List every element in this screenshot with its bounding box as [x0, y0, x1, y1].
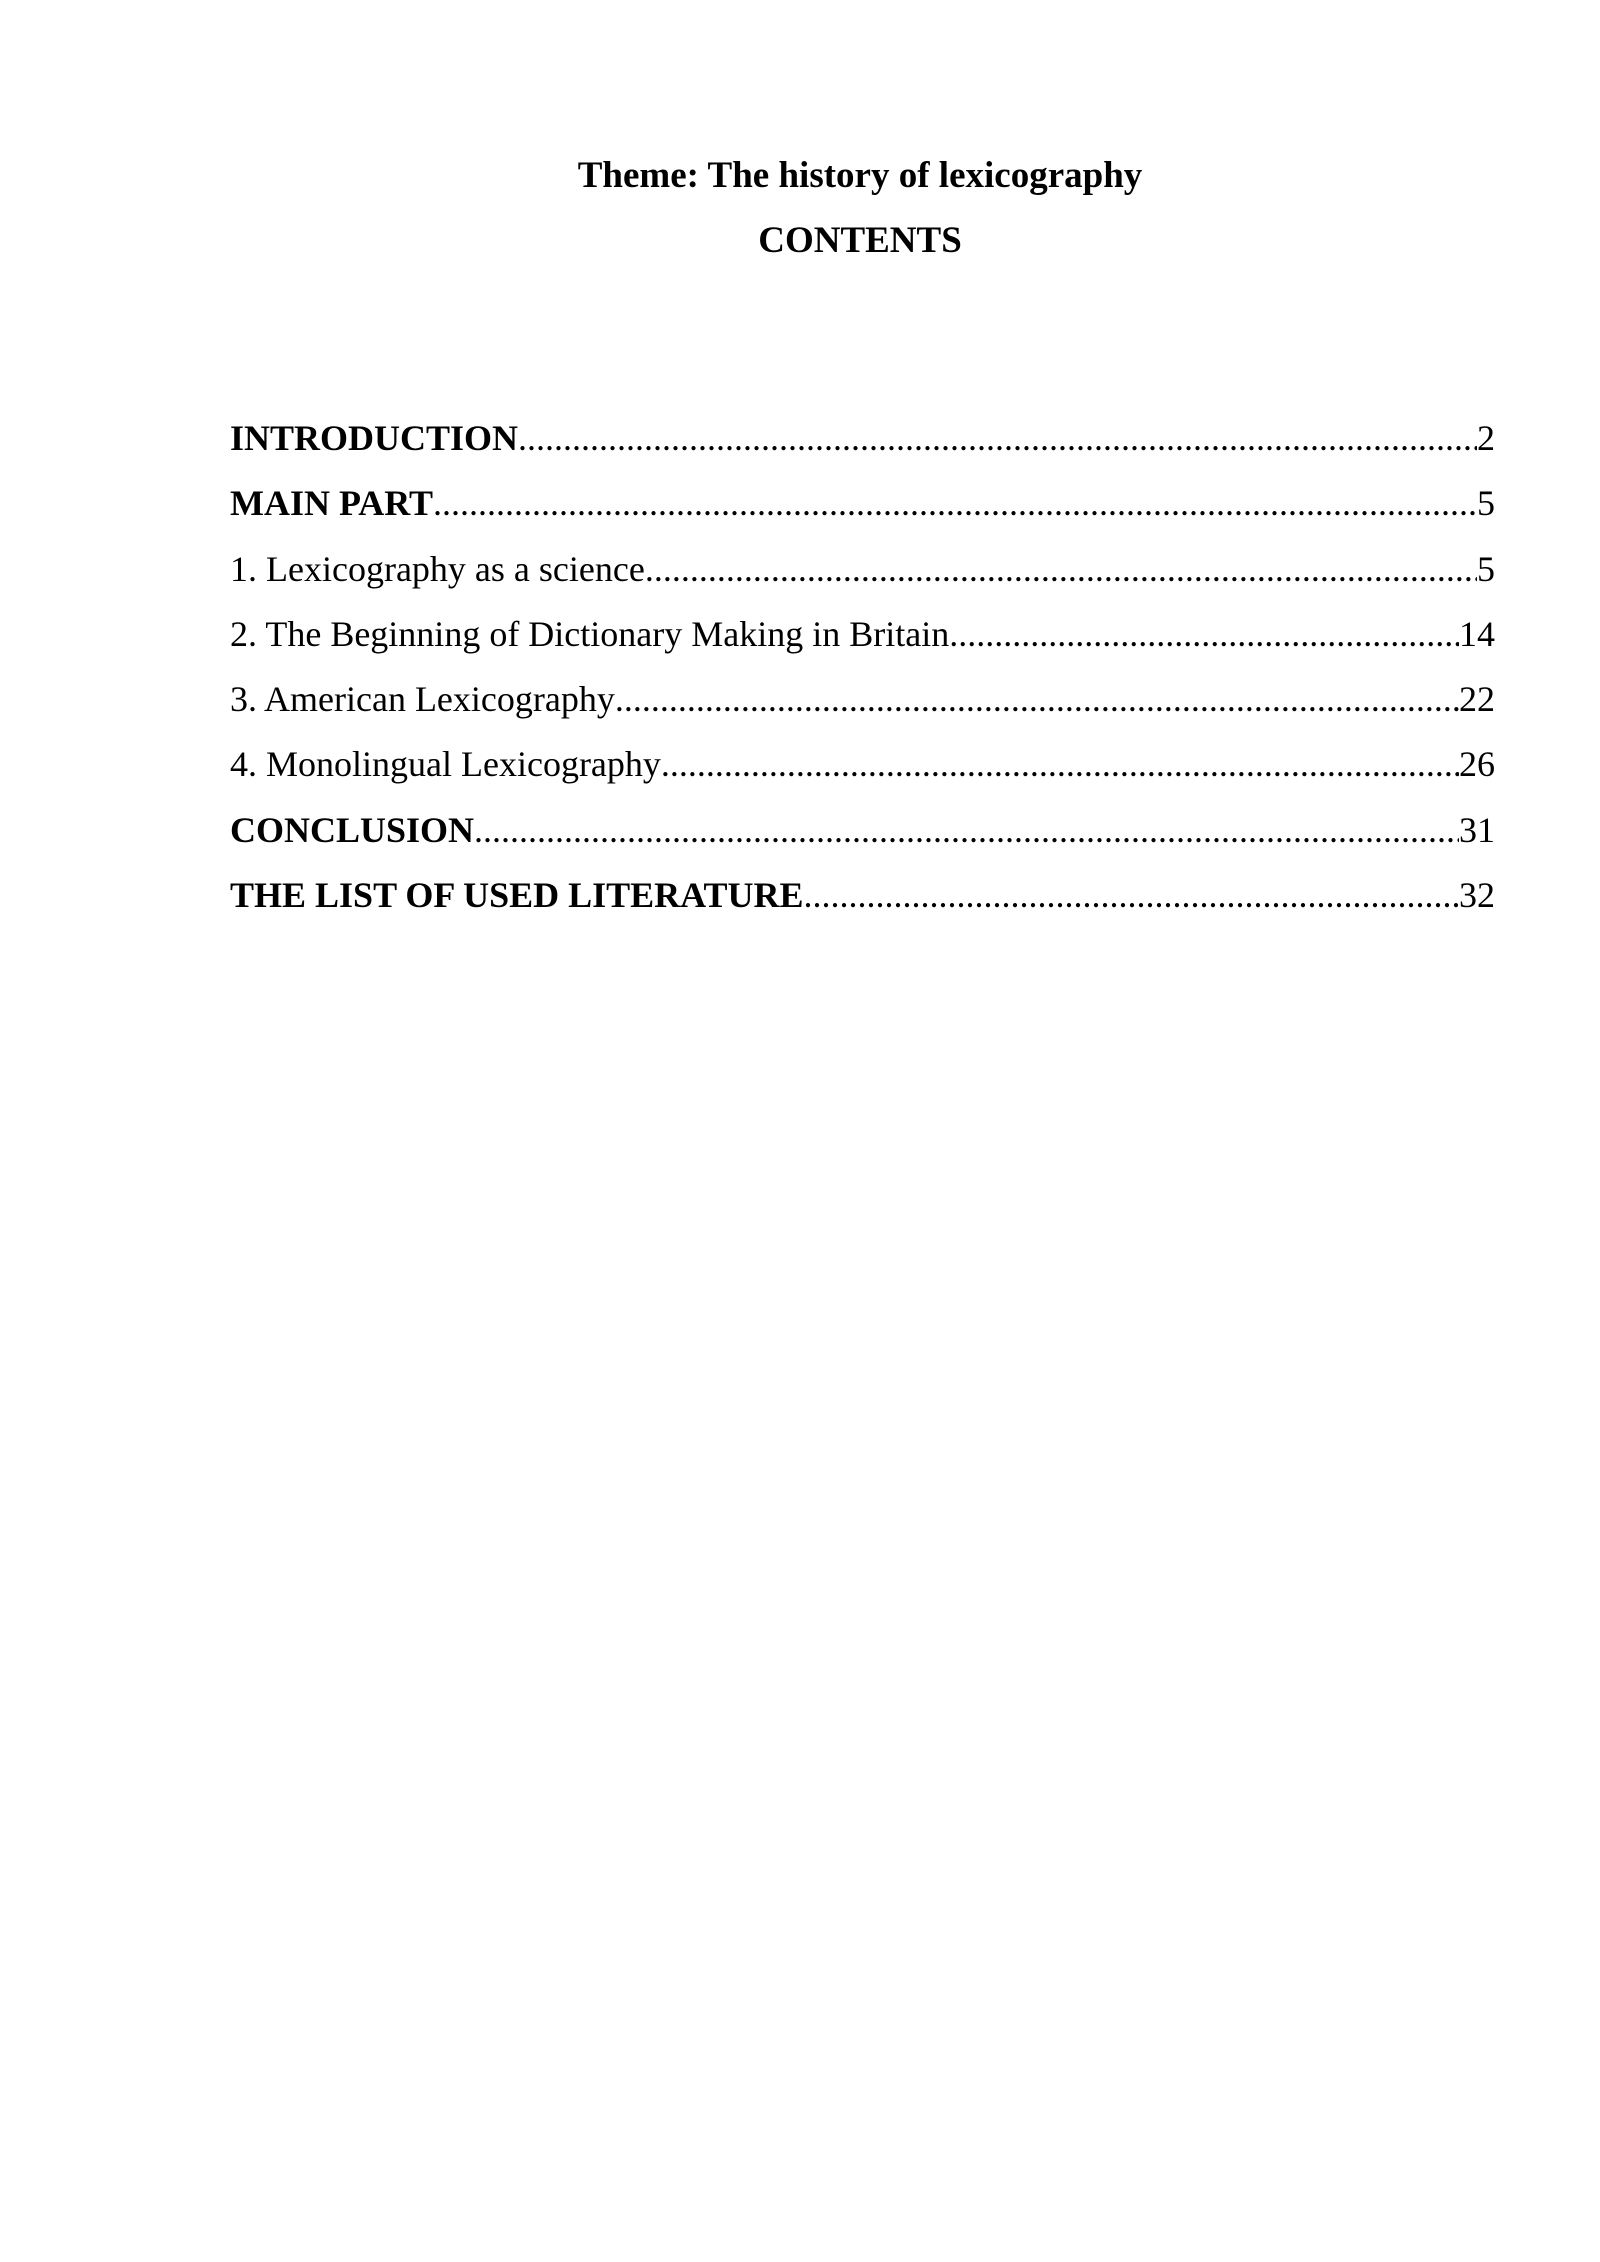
toc-dot-leader [949, 608, 1459, 660]
toc-page-number: 22 [1459, 679, 1495, 720]
toc-page-number: 5 [1477, 548, 1495, 589]
toc-entry-title: 2. The Beginning of Dictionary Making in Britain [230, 613, 950, 654]
toc-entry-lexicography-as-science[interactable] [230, 543, 1495, 608]
toc-entry-used-literature[interactable] [230, 869, 1495, 934]
toc-dot-leader [518, 412, 1477, 464]
toc-entry-title: THE LIST OF USED LITERATURE [230, 875, 804, 916]
document-theme-title: Theme: The history of lexicography [577, 155, 1143, 196]
toc-entry-monolingual-lexicography[interactable] [230, 738, 1495, 803]
table-of-contents [230, 412, 1495, 934]
toc-entry-dictionary-making-britain[interactable] [230, 608, 1495, 673]
toc-entry-title: MAIN PART [230, 483, 434, 524]
toc-entry-title: 3. American Lexicography [230, 679, 615, 720]
toc-entry-title: CONCLUSION [230, 809, 475, 850]
toc-page-number: 32 [1459, 875, 1495, 916]
toc-page-number: 5 [1477, 483, 1495, 524]
contents-heading: CONTENTS [758, 220, 962, 261]
toc-entry-introduction[interactable] [230, 412, 1495, 477]
toc-entry-american-lexicography[interactable] [230, 673, 1495, 738]
toc-page-number: 26 [1459, 744, 1495, 785]
toc-page-number: 31 [1459, 809, 1495, 850]
toc-dot-leader [474, 804, 1459, 856]
toc-entry-title: 1. Lexicography as a science [230, 548, 645, 589]
toc-dot-leader [433, 477, 1477, 529]
toc-entry-title: 4. Monolingual Lexicography [230, 744, 661, 785]
toc-page-number: 2 [1477, 418, 1495, 458]
toc-page-number: 14 [1459, 613, 1495, 654]
toc-dot-leader [615, 673, 1459, 725]
toc-entry-main-part[interactable] [230, 477, 1495, 542]
toc-dot-leader [804, 869, 1459, 921]
toc-entry-title: INTRODUCTION [230, 418, 519, 458]
toc-entry-conclusion[interactable] [230, 804, 1495, 869]
toc-dot-leader [645, 543, 1477, 595]
toc-dot-leader [661, 738, 1459, 790]
